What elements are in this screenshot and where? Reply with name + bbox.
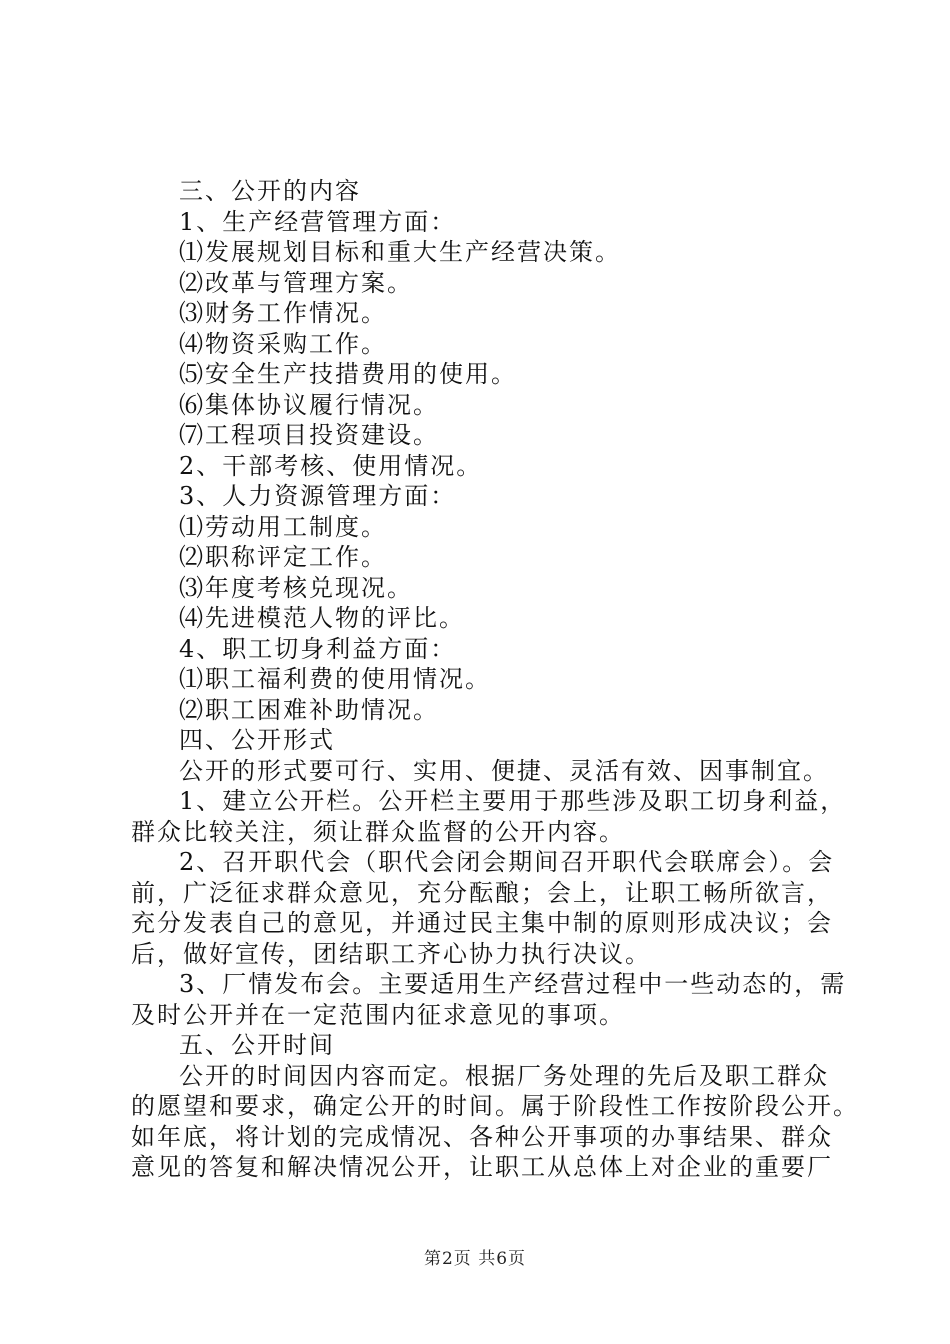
text-line: 充分发表自己的意见，并通过民主集中制的原则形成决议；会 <box>131 909 833 937</box>
text-line: ⑴发展规划目标和重大生产经营决策。 <box>179 238 621 266</box>
text-line: ⑶财务工作情况。 <box>179 299 387 327</box>
text-line: ⑸安全生产技措费用的使用。 <box>179 360 517 388</box>
text-line: ⑵职称评定工作。 <box>179 543 387 571</box>
text-line: 3、厂情发布会。主要适用生产经营过程中一些动态的，需 <box>179 970 847 998</box>
text-line: ⑶年度考核兑现况。 <box>179 573 413 602</box>
text-line: ⑹集体协议履行情况。 <box>179 390 439 419</box>
text-line: ⑷先进模范人物的评比。 <box>179 604 465 632</box>
text-line: 3、人力资源管理方面： <box>179 482 457 510</box>
text-line: ⑺工程项目投资建设。 <box>179 421 439 449</box>
text-line: 及时公开并在一定范围内征求意见的事项。 <box>131 1000 625 1029</box>
text-line: 4、职工切身利益方面： <box>179 634 457 663</box>
text-line: 四、公开形式 <box>179 726 335 754</box>
text-line: ⑷物资采购工作。 <box>179 329 387 358</box>
text-line: 1、建立公开栏。公开栏主要用于那些涉及职工切身利益， <box>179 787 847 815</box>
page-footer: 第2页 共6页 <box>423 1249 527 1269</box>
text-line: 的愿望和要求，确定公开的时间。属于阶段性工作按阶段公开。 <box>131 1092 859 1120</box>
text-line: 意见的答复和解决情况公开，让职工从总体上对企业的重要厂 <box>131 1153 833 1181</box>
text-line: 三、公开的内容 <box>179 177 361 205</box>
text-line: 2、干部考核、使用情况。 <box>179 451 483 480</box>
text-line: 群众比较关注，须让群众监督的公开内容。 <box>131 817 625 846</box>
text-line: 公开的时间因内容而定。根据厂务处理的先后及职工群众 <box>179 1061 829 1090</box>
text-line: 前，广泛征求群众意见，充分酝酿；会上，让职工畅所欲言， <box>131 878 833 907</box>
document-body <box>131 176 859 1183</box>
text-line: ⑵职工困难补助情况。 <box>179 695 439 724</box>
text-line: 公开的形式要可行、实用、便捷、灵活有效、因事制宜。 <box>179 756 829 785</box>
text-line: ⑴职工福利费的使用情况。 <box>179 665 491 693</box>
text-line: 五、公开时间 <box>179 1031 335 1059</box>
text-line: 2、召开职代会（职代会闭会期间召开职代会联席会）。会 <box>179 848 835 876</box>
text-line: ⑴劳动用工制度。 <box>179 512 387 541</box>
text-line: 如年底，将计划的完成情况、各种公开事项的办事结果、群众 <box>131 1122 833 1151</box>
text-line: 1、生产经营管理方面： <box>179 207 457 236</box>
text-line: ⑵改革与管理方案。 <box>179 268 413 297</box>
text-line: 后，做好宣传，团结职工齐心协力执行决议。 <box>131 939 651 968</box>
